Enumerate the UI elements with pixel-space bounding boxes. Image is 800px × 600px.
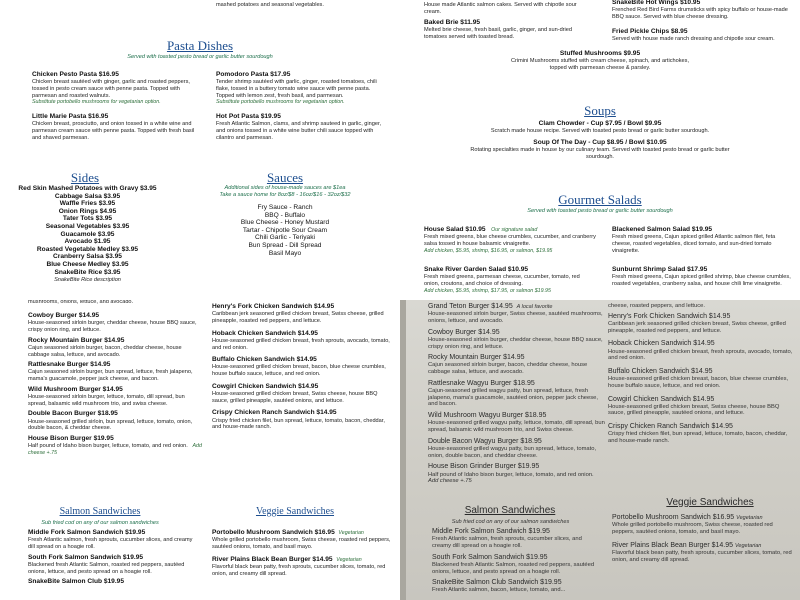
item-description: Blackened fresh Atlantic Salmon, roasted red peppers, sautéed onions, lettuce, and pesto spread on a hoagie roll. [432, 561, 595, 575]
list-item: Roasted Vegetable Medley $3.95 [36, 245, 139, 253]
item-tag: Vegetarian [736, 515, 763, 521]
menu-item [428, 303, 608, 325]
section-title-salmon: Salmon Sandwiches [464, 505, 556, 516]
menu-item [28, 312, 203, 334]
item-note: Add cheese +.75 [428, 478, 472, 485]
item-name: Buffalo Chicken Sandwich $14.95 [608, 367, 713, 375]
burger-column [28, 312, 203, 457]
item-description: Cajun seasoned sirloin burger, bun spread, lettuce, fresh jalapeno, mama's guacamole, pepper jack cheese, and bacon. [28, 369, 193, 383]
menu-panel-photo [400, 300, 800, 600]
list-item: Onion Rings $4.95 [58, 207, 117, 215]
item-description: House-seasoned grilled wagyu patty, bun spread, lettuce, tomato, onion, double bacon, and cheddar cheese. [428, 445, 597, 459]
item-name: House Bison Burger $19.95 [28, 435, 114, 443]
list-item: Red Skin Mashed Potatoes with Gravy $3.95 [18, 185, 157, 192]
menu-panel-bottom-left [0, 300, 400, 600]
item-description: Caribbean jerk seasoned grilled chicken breast, Swiss cheese, grilled pineapple, roasted red peppers, and lettuce. [608, 320, 786, 334]
item-name: Rattlesnake Wagyu Burger $18.95 [428, 379, 535, 387]
item-description: Flavorful black bean patty, fresh sprouts, cucumber slices, tomato, red onion, and creamy dill spread. [212, 563, 386, 577]
veggie-column [212, 529, 392, 577]
section-title-veggie: Veggie Sandwiches [666, 497, 754, 508]
menu-item [28, 361, 203, 383]
item-description: Served with house made ranch dressing and chipotle sour cream. [612, 36, 775, 43]
item-name: South Fork Salmon Sandwich $19.95 [432, 553, 548, 561]
menu-item [428, 354, 608, 376]
item-name: Soup Of The Day - Cup $8.95 / Bowl $10.95 [533, 139, 667, 146]
item-name: Hoback Chicken Sandwich $14.95 [608, 340, 715, 348]
menu-item [28, 578, 198, 586]
menu-item [608, 313, 796, 335]
list-item: Cabbage Salsa $3.95 [54, 192, 121, 200]
item-description: Fresh Atlantic salmon, bacon, lettuce, tomato, and... [432, 587, 566, 594]
item-name: Fried Pickle Chips $8.95 [612, 28, 688, 35]
menu-item [612, 28, 792, 43]
menu-item [32, 71, 197, 106]
item-name: Chicken Pesto Pasta $16.95 [32, 71, 119, 78]
item-tag: Vegetarian [338, 530, 364, 536]
item-description: Half pound of Idaho bison burger, lettuce, tomato, and red onion. [28, 443, 188, 450]
item-note: Add chicken, $5.95, shrimp, $16.95, or salmon, $19.95 [424, 247, 553, 254]
item-description: Fresh mixed greens, blue cheese crumbles, cucumber, and cranberry salsa tossed in house balsamic vinaigrette. [424, 234, 596, 247]
item-name: Cowgirl Chicken Sandwich $14.95 [608, 395, 715, 403]
item-name: Baked Brie $11.95 [424, 19, 481, 26]
salmon-column [28, 529, 198, 586]
item-name: Portobello Mushroom Sandwich $16.95 [612, 514, 735, 521]
item-note: Add chicken, $5.95, shrimp, $17.95, or salmon $19.95 [424, 287, 551, 294]
menu-item [424, 266, 596, 294]
item-name: Portobello Mushroom Sandwich $16.95 [212, 529, 335, 536]
item-description: House-seasoned grilled chicken breast, Swiss cheese, house BBQ sauce, grilled pineapple, sautéed onions, and lettuce. [212, 391, 378, 404]
section-title-salads: Gourmet Salads [558, 192, 642, 207]
list-item: Cranberry Salsa $3.95 [53, 253, 122, 261]
item-description: House-seasoned grilled chicken breast, bacon, blue cheese crumbles, house buffalo sauce, lettuce, and red onion. [608, 376, 789, 389]
menu-item [212, 303, 392, 325]
item-name: Middle Fork Salmon Sandwich $19.95 [432, 528, 550, 535]
item-description: Crispy fried chicken filet, bun spread, lettuce, tomato, bacon, cheddar, and house-made ranch. [608, 431, 788, 445]
item-note: Substitute portobello mushrooms for vegetarian option. [216, 99, 345, 106]
item-name: Little Marie Pasta $16.95 [32, 113, 109, 120]
menu-item [216, 71, 386, 106]
item-name: Rattlesnake Burger $14.95 [28, 361, 111, 369]
menu-item [612, 542, 796, 564]
item-description: Cajun seasoned sirloin burger, bacon, cheddar cheese, house cabbage salsa, lettuce, and avocado. [28, 344, 182, 358]
item-name: Wild Mushroom Burger $14.95 [28, 385, 123, 393]
item-name: Blackened Salmon Salad $19.95 [612, 226, 713, 233]
item-note: Add cheese +.75 [28, 443, 202, 456]
menu-item [28, 337, 203, 359]
menu-item [460, 139, 740, 161]
item-description: Fresh mixed greens, Cajun spiced grilled Atlantic salmon filet, feta cheese, roasted vegetables, diced tomato, and sun-dried tomato vinaigrette. [612, 234, 776, 254]
menu-item [28, 410, 203, 432]
sauces-list [200, 204, 370, 257]
list-item: Bun Spread - Dill Spread [248, 241, 322, 249]
menu-item [428, 438, 608, 460]
menu-item [432, 528, 602, 550]
item-description: Blackened fresh Atlantic Salmon, roasted red peppers, sautéed onions, lettuce, and pesto spread on a hoagie roll. [28, 561, 185, 575]
item-description: Scratch made house recipe. Served with toasted pesto bread or garlic butter sourdough. [490, 128, 710, 135]
menu-item [612, 514, 796, 536]
menu-item [212, 330, 392, 352]
item-tag: Vegetarian [336, 556, 362, 563]
item-name: Buffalo Chicken Sandwich $14.95 [212, 356, 317, 364]
item-name: Grand Teton Burger $14.95 [428, 303, 513, 310]
item-name: Rocky Mountain Burger $14.95 [28, 336, 125, 344]
sauces-subtitle: Take a sauce home for 8oz/$8 - 16oz/$16 - 32oz/$32 [219, 192, 351, 198]
item-name: Double Bacon Burger $18.95 [28, 410, 118, 418]
item-description: Frenched Red Bird Farms drumsticks with spicy buffalo or house-made BBQ sauce. Served with blue cheese dressing. [612, 7, 788, 20]
section-title-salmon: Salmon Sandwiches [59, 506, 141, 517]
menu-item [32, 113, 197, 141]
menu-item [612, 226, 792, 254]
item-tag: Our signature salad [491, 227, 538, 233]
item-description: mashed potatoes and seasonal vegetables. [216, 2, 324, 8]
item-name: Double Bacon Wagyu Burger $18.95 [428, 437, 542, 445]
item-description: Whole grilled portobello mushroom, Swiss cheese, roasted red peppers, sautéed onions, tomato, and basil mayo. [612, 522, 773, 535]
section-subtitle-salads: Served with toasted pesto bread or garlic butter sourdough [527, 208, 673, 214]
item-name: River Plains Black Bean Burger $14.95 [612, 541, 734, 549]
item-name: House Salad $10.95 [424, 226, 486, 233]
item-description: Flavorful black bean patty, fresh sprouts, cucumber slices, tomato, red onion, and creamy dill spread. [612, 549, 792, 563]
menu-item [428, 412, 608, 434]
item-name: Cowboy Burger $14.95 [28, 312, 100, 319]
item-name: Crispy Chicken Ranch Sandwich $14.95 [212, 409, 337, 417]
item-name: Hoback Chicken Sandwich $14.95 [212, 329, 318, 337]
menu-item [212, 529, 392, 551]
item-description: Caribbean jerk seasoned grilled chicken breast, Swiss cheese, grilled pineapple, roasted red peppers, and lettuce. [212, 311, 384, 324]
menu-panel-top-left [0, 0, 400, 300]
menu-item [28, 435, 203, 457]
item-name: Wild Mushroom Wagyu Burger $18.95 [428, 412, 547, 420]
item-description: House-seasoned grilled chicken breast, Swiss cheese, house BBQ sauce, grilled pineapple, sautéed onions, and lettuce. [608, 403, 780, 417]
item-description: House-seasoned sirloin burger, lettuce, tomato, dill spread, bun spread, balsamic wild mushroom trio, and swiss cheese. [28, 394, 185, 407]
item-name: Henry's Fork Chicken Sandwich $14.95 [608, 312, 731, 320]
menu-item [612, 266, 792, 288]
item-description: Fresh mixed greens, Cajun spiced grilled shrimp, blue cheese crumbles, roasted vegetables, cranberry salsa, and house chili lime vinaigrette. [612, 274, 791, 287]
list-item: Tartar - Chipotle Sour Cream [242, 226, 328, 234]
list-item: Avocado $1.95 [64, 238, 111, 246]
sides-list [5, 185, 170, 284]
item-name: Henry's Fork Chicken Sandwich $14.95 [212, 303, 335, 310]
menu-item [608, 340, 796, 362]
item-name: Hot Pot Pasta $19.95 [216, 113, 281, 120]
section-title-sauces: Sauces [266, 170, 304, 185]
menu-panel-top-right [400, 0, 800, 300]
list-item: Tater Tots $3.95 [62, 215, 113, 223]
item-description: Melted brie cheese, fresh basil, garlic, ginger, and sun-dried tomatoes served with toasted bread. [424, 27, 573, 40]
menu-item [424, 226, 596, 254]
menu-item [428, 380, 608, 408]
section-title-veggie: Veggie Sandwiches [255, 506, 335, 517]
item-description: Rotating specialties made in house by our culinary team. Served with toasted pesto bread or garlic butter sourdough. [470, 147, 730, 160]
menu-item [216, 113, 386, 141]
item-description: mushrooms, onions, lettuce, and avocado. [28, 300, 134, 305]
item-description: Tender shrimp sautéed with garlic, ginger, roasted tomatoes, chili flake, tossed in a buttery tomato wine sauce with penne pasta. Topped with lemon zest, fresh basil, and parmesan. [216, 79, 377, 99]
item-description: Cajun-seasoned grilled wagyu patty, bun spread, lettuce, fresh jalapeno, mama's guacamole, sautéed onion, pepper jack cheese, and bacon. [428, 388, 598, 408]
list-item: BBQ - Buffalo [264, 211, 306, 219]
list-item: Waffle Fries $3.95 [59, 200, 116, 208]
section-title-soups: Soups [584, 103, 616, 118]
menu-item [428, 329, 608, 351]
item-description: Fresh Atlantic salmon, fresh sprouts, cucumber slices, and creamy dill spread on a hoagie roll. [28, 537, 193, 550]
item-description: cheese, roasted peppers, and lettuce. [608, 303, 706, 309]
item-description: House-seasoned grilled chicken breast, bacon, blue cheese crumbles, house buffalo sauce, lettuce, and red onion. [212, 364, 386, 378]
sauces-subtitle: Additional sides of house-made sauces are $1ea [224, 185, 346, 191]
menu-item [608, 423, 796, 445]
menu-item [212, 409, 392, 431]
item-name: Cowboy Burger $14.95 [428, 328, 500, 336]
item-description: House-seasoned grilled chicken breast, fresh sprouts, avocado, tomato, and red onion. [212, 337, 390, 351]
item-description: House-seasoned sirloin burger, cheddar cheese, house BBQ sauce, crispy onion ring, and lettuce. [428, 336, 603, 350]
item-tag: A local favorite [516, 304, 553, 310]
item-name: Pomodoro Pasta $17.95 [216, 71, 291, 78]
list-item: Basil Mayo [268, 249, 302, 257]
item-name: River Plains Black Bean Burger $14.95 [212, 555, 333, 563]
item-name: SnakeBite Hot Wings $10.95 [612, 0, 701, 6]
item-description: Crimini Mushrooms stuffed with cream cheese, spinach, and artichokes, topped with parmesan cheese & parsley. [510, 58, 690, 71]
menu-item [460, 120, 740, 135]
item-description: Crispy fried chicken filet, bun spread, lettuce, tomato, bacon, cheddar, and house-made ranch. [212, 417, 385, 431]
item-description: Chicken breast, prosciutto, and onion tossed in a white wine and parmesan cream sauce with penne pasta. Topped with fresh basil and shaved parmesan. [32, 121, 195, 141]
burger-column [428, 303, 608, 485]
veggie-column [612, 514, 796, 563]
list-item: Guacamole $3.95 [60, 230, 115, 238]
menu-item [212, 383, 392, 405]
item-description: House-seasoned grilled sirloin, bun spread, lettuce, tomato, onion, double bacon, & cheddar cheese. [28, 418, 193, 432]
section-title-pasta: Pasta Dishes [166, 38, 234, 53]
menu-item [212, 356, 392, 378]
item-description: House made Atlantic salmon cakes. Served with chipotle sour cream. [424, 2, 577, 15]
item-description: House-seasoned grilled chicken breast, fresh sprouts, avocado, tomato, and red onion. [608, 348, 793, 362]
section-subtitle-salmon: Sub fried cod on any of our salmon sandwiches [451, 519, 570, 525]
item-name: Crispy Chicken Ranch Sandwich $14.95 [608, 423, 733, 431]
menu-item [28, 529, 198, 551]
item-name: Middle Fork Salmon Sandwich $19.95 [28, 529, 146, 536]
list-item: SnakeBite Rice $3.95 [54, 268, 121, 276]
item-description: House-seasoned grilled wagyu patty, lettuce, tomato, dill spread, bun spread, balsamic wild mushroom trio, and Swiss cheese. [428, 420, 605, 434]
chicken-column [212, 303, 392, 431]
item-name: Snake River Garden Salad $10.95 [424, 266, 529, 273]
item-name: Stuffed Mushrooms $9.95 [559, 50, 641, 57]
item-name: South Fork Salmon Sandwich $19.95 [28, 553, 144, 561]
item-description: Fresh mixed greens, parmesan cheese, cucumber, tomato, red onion, croutons, and choice of dressing. [424, 274, 580, 287]
list-item: Seasonal Vegetables $3.95 [45, 222, 130, 230]
menu-item [608, 368, 796, 390]
menu-item [212, 556, 392, 578]
menu-item [28, 386, 203, 408]
photo-edge [400, 300, 406, 600]
list-item: Fry Sauce - Ranch [257, 204, 313, 211]
item-name: SnakeBite Salmon Club Sandwich $19.95 [432, 579, 562, 587]
menu-item [28, 554, 198, 576]
menu-item [432, 579, 602, 594]
sides-note: SnakeBite Rice description [54, 277, 121, 284]
menu-item [432, 554, 602, 576]
item-description: House-seasoned sirloin burger, cheddar cheese, house BBQ sauce, crispy onion ring, and lettuce. [28, 320, 197, 333]
section-title-sides: Sides [70, 170, 100, 185]
chicken-column [608, 303, 796, 445]
item-description: Fresh Atlantic Salmon, clams, and shrimp sauteed in garlic, ginger, and onions tossed in a white wine butter chili sauce topped with cilantro and parmesan. [216, 121, 382, 141]
section-subtitle-salmon: Sub fried cod on any of our salmon sandwiches [41, 520, 159, 526]
item-note: Substitute portobello mushrooms for vegetarian option. [32, 99, 161, 106]
item-name: Cowgirl Chicken Sandwich $14.95 [212, 382, 319, 390]
list-item: Blue Cheese Medley $3.95 [46, 260, 129, 268]
list-item: Blue Cheese - Honey Mustard [240, 219, 330, 227]
item-description: Whole grilled portobello mushroom, Swiss cheese, roasted red peppers, sautéed onions, tomato, and basil mayo. [212, 537, 391, 550]
menu-item [612, 0, 792, 21]
item-tag: Vegetarian [734, 542, 762, 549]
item-name: Rocky Mountain Burger $14.95 [428, 354, 525, 362]
item-name: House Bison Grinder Burger $19.95 [428, 463, 540, 471]
menu-item [608, 396, 796, 418]
salmon-column [432, 528, 602, 594]
item-name: Sunburnt Shrimp Salad $17.95 [612, 266, 708, 273]
menu-item [424, 19, 589, 41]
item-description: House-seasoned sirloin burger, Swiss cheese, sautéed mushrooms, onions, lettuce, and avocado. [428, 311, 603, 324]
item-description: Fresh Atlantic salmon, fresh sprouts, cucumber slices, and creamy dill spread on a hoagie roll. [432, 536, 582, 549]
item-description: Half pound of Idaho bison burger, lettuce, tomato, and red onion. [428, 471, 594, 478]
section-subtitle-pasta: Served with toasted pesto bread or garlic butter sourdough [127, 54, 273, 60]
menu-item [510, 50, 690, 72]
list-item: Chili Garlic - Teriyaki [255, 234, 315, 242]
item-description: Cajun seasoned sirloin burger, bacon, cheddar cheese, house cabbage salsa, lettuce, and avocado. [428, 362, 588, 376]
menu-item [428, 463, 608, 485]
item-description: Chicken breast sautéed with ginger, garlic and roasted peppers, tossed in pesto cream sauce with penne pasta. Topped with parmesan and roasted walnuts. [32, 79, 190, 99]
item-name: Clam Chowder - Cup $7.95 / Bowl $9.95 [538, 120, 662, 127]
item-name: SnakeBite Salmon Club $19.95 [28, 578, 125, 586]
